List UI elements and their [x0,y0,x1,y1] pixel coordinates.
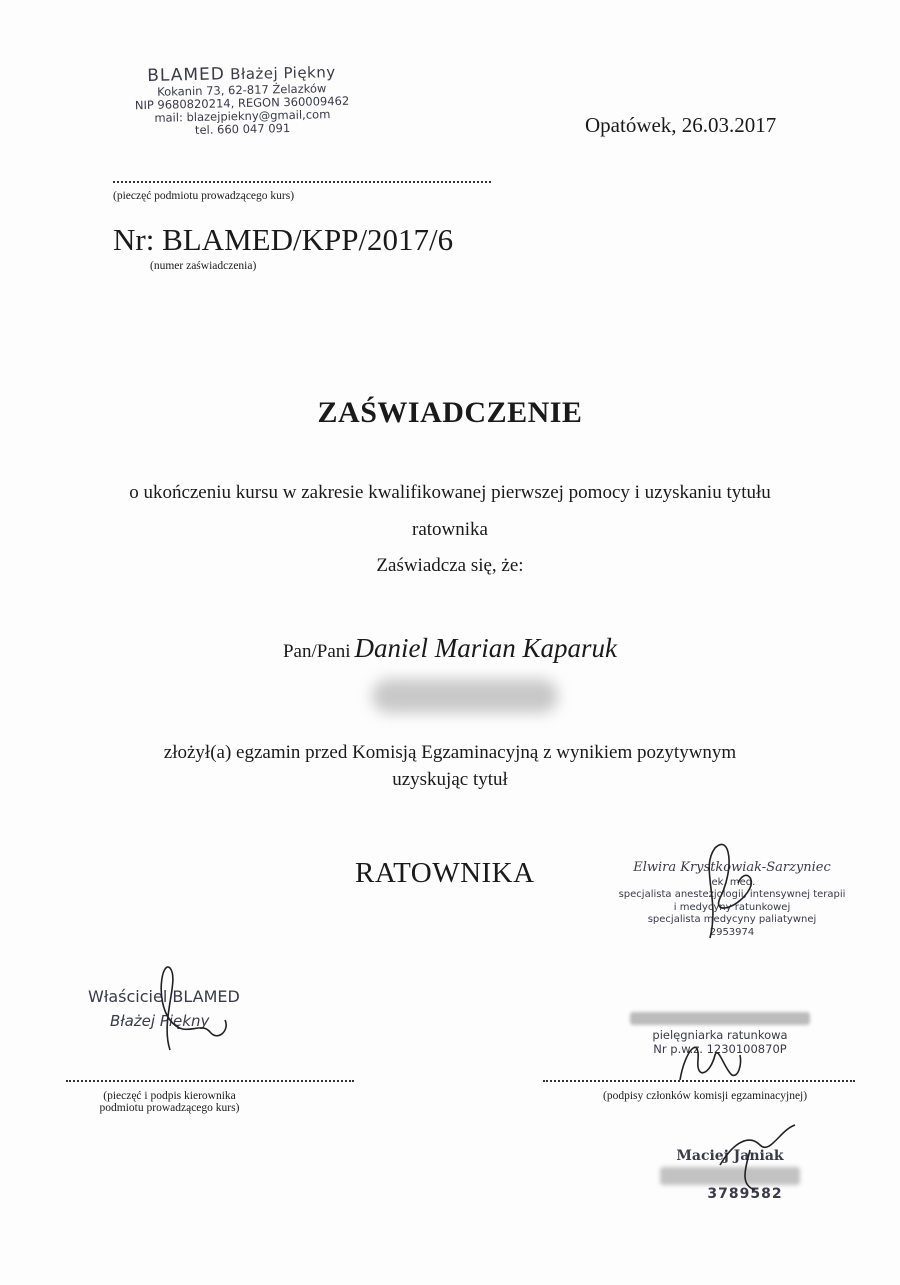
stamp-caption: (pieczęć podmiotu prowadzącego kurs) [113,190,295,202]
examiner3-name: Maciej Janiak [676,1148,784,1164]
awarded-title: RATOWNIKA [355,857,535,889]
redacted-field [372,679,558,713]
salutation: Pan/Pani [282,641,351,662]
document-title: ZAŚWIADCZENIE [317,396,583,429]
owner-caption-line-2: podmiotu prowadzącego kurs) [99,1102,240,1114]
examiner1-degree: lek. med. [708,876,756,888]
owner-caption [82,1090,257,1114]
owner-dotted-line [66,1080,354,1082]
commission-dotted-line [543,1080,855,1082]
examiner2-line-1: pielęgniarka ratunkowa [652,1028,788,1042]
certificate-number-caption: (numer zaświadczenia) [150,260,257,272]
examiner1-spec2: i medycyny ratunkowej [673,901,791,913]
company-name: BLAMED [147,64,226,86]
examiner1-signature [690,838,770,948]
examiner3-signature [710,1120,800,1200]
company-email: mail: blazejpiekny@gmail,com [154,107,331,125]
company-owner: Błażej Piękny [230,63,336,84]
examiner1-number: 2953974 [709,926,755,938]
examiner2-signature [670,1030,750,1085]
owner-signature [140,960,240,1060]
examiner1-spec1: specjalista anestezjologii, intensywnej terapii [618,889,846,900]
examiner1-spec3: specjalista medycyny paliatywnej [647,914,817,925]
place-date: Opatówek, 26.03.2017 [585,113,777,137]
subtitle-line-1: o ukończeniu kursu w zakresie kwalifikowanej pierwszej pomocy i uzyskaniu tytułu [129,482,771,503]
person-name: Daniel Marian Kaparuk [354,633,618,663]
examiner2-name-obscured [630,1012,810,1025]
person-line [0,633,900,664]
company-phone: tel. 660 047 091 [194,120,291,137]
certificate-number: Nr: BLAMED/KPP/2017/6 [113,222,454,257]
company-address: Kokanin 73, 62-817 Żelazków [157,81,327,99]
company-stamp [131,62,352,139]
result-line-1: złożył(a) egzamin przed Komisją Egzaminacyjną z wynikiem pozytywnym [163,742,737,763]
examiner1-name: Elwira Krystkowiak-Sarzyniec [633,860,831,875]
stamp-dotted-line [113,181,491,183]
result-line-2: uzyskując tytuł [392,769,508,790]
owner-stamp-line-2: Błażej Piękny [110,1012,210,1030]
commission-caption: (podpisy członków komisji egzaminacyjnej) [603,1090,808,1102]
owner-caption-line-1: (pieczęć i podpis kierownika [103,1090,236,1102]
company-ids: NIP 9680820214, REGON 360009462 [134,93,350,113]
examiner3-number: 3789582 [707,1186,783,1202]
examiner2-line-2: Nr p.w.z. 1230100870P [653,1042,787,1056]
subtitle-line-2: ratownika [412,519,488,540]
certifies-text: Zaświadcza się, że: [376,555,524,576]
owner-stamp-line-1: Właściciel BLAMED [88,987,240,1006]
